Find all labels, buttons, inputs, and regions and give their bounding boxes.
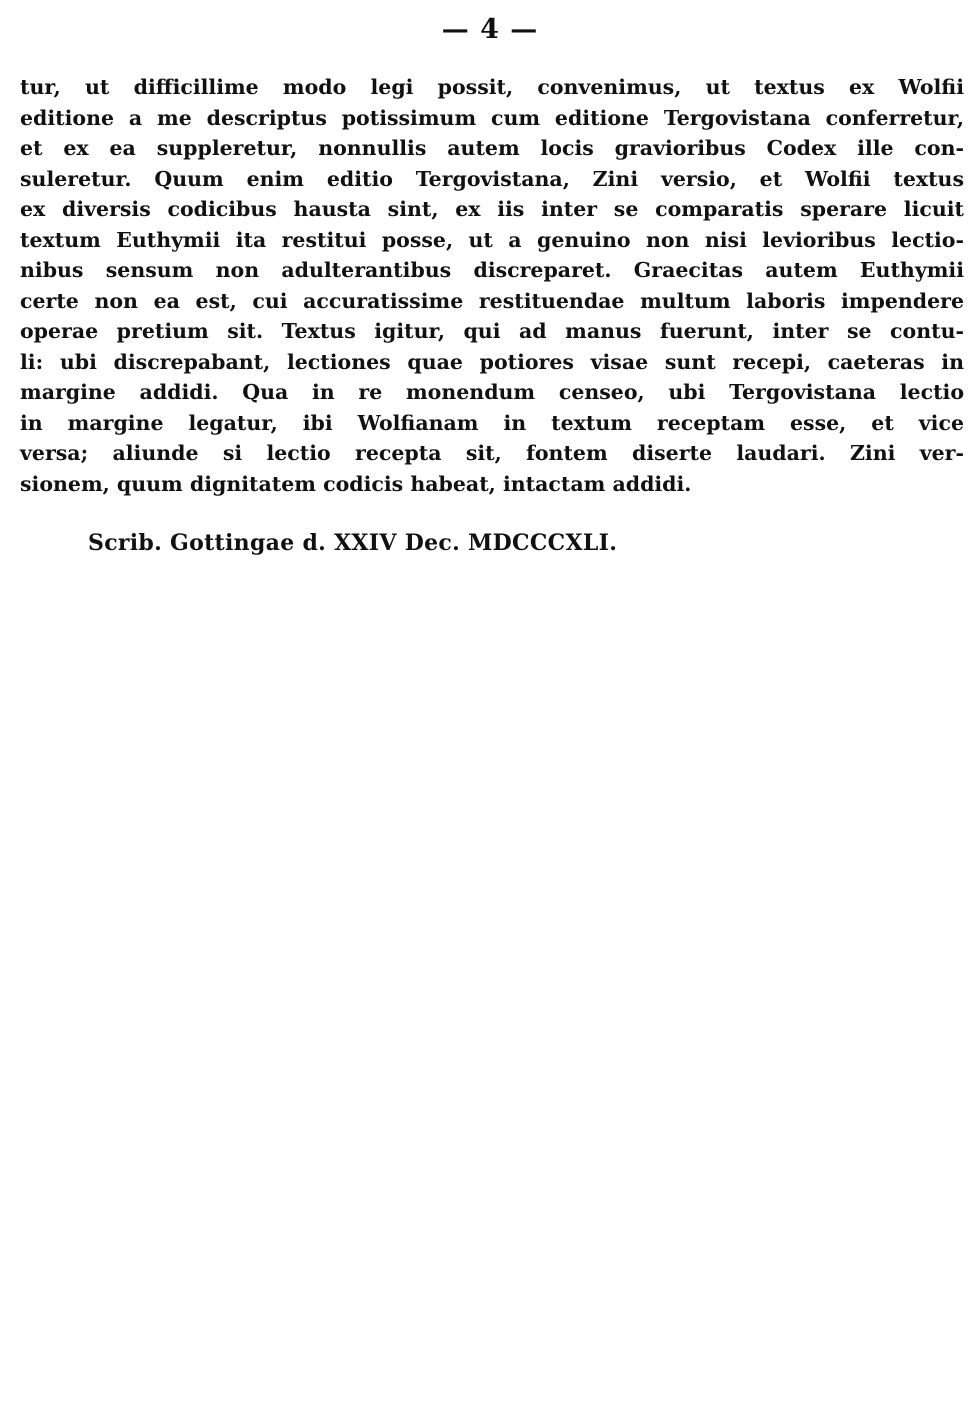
text-line: nibus sensum non adulterantibus discreparet. Graecitas autem Euthymii	[20, 258, 964, 282]
text-line: li: ubi discrepabant, lectiones quae potiores visae sunt recepi, caeteras in	[20, 349, 964, 374]
body-paragraph	[20, 72, 964, 499]
text-line: operae pretium sit. Textus igitur, qui ad manus fuerunt, inter se contu-	[20, 319, 964, 343]
text-line: versa; aliunde si lectio recepta sit, fontem diserte laudari. Zini ver-	[20, 441, 964, 465]
text-line: certe non ea est, cui accuratissime restituendae multum laboris impendere	[20, 288, 964, 313]
text-line: et ex ea suppleretur, nonnullis autem locis gravioribus Codex ille con-	[20, 136, 964, 160]
page-number: — 4 —	[441, 14, 539, 45]
text-line: margine addidi. Qua in re monendum censeo, ubi Tergovistana lectio	[20, 380, 964, 404]
text-line: textum Euthymii ita restitui posse, ut a genuino non nisi levioribus lectio-	[20, 227, 964, 252]
text-line: editione a me descriptus potissimum cum editione Tergovistana conferretur,	[20, 105, 964, 130]
text-line: suleretur. Quum enim editio Tergovistana, Zini versio, et Wolfii textus	[20, 166, 964, 191]
text-line: sionem, quum dignitatem codicis habeat, intactam addidi.	[20, 471, 692, 496]
text-line: in margine legatur, ibi Wolfianam in textum receptam esse, et vice	[20, 410, 964, 435]
text-line: tur, ut difficillime modo legi possit, convenimus, ut textus ex Wolfii	[20, 75, 964, 99]
signature-line: Scrib. Gottingae d. XXIV Dec. MDCCCXLI.	[88, 530, 618, 556]
text-line: ex diversis codicibus hausta sint, ex iis inter se comparatis sperare licuit	[20, 197, 964, 221]
